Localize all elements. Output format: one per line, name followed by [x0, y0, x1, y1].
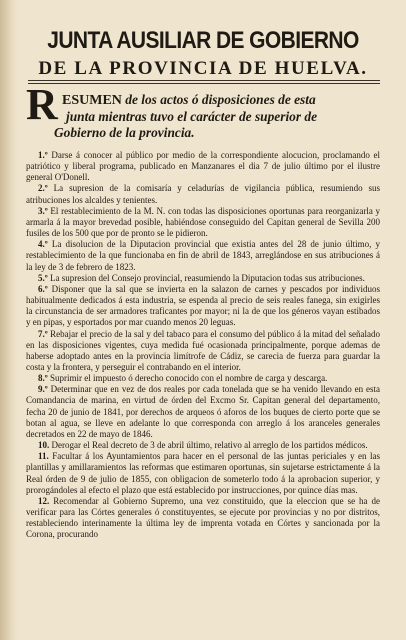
resolution-text: La supresion de la comisaría y celadurías de vigilancia pública, resumiendo sus atribuciones los alcaldes y tenientes. — [26, 183, 380, 205]
header-subtitle: DE LA PROVINCIA DE HUELVA. — [38, 58, 368, 79]
resolution-item — [26, 384, 380, 440]
resolution-number: 12. — [38, 495, 50, 506]
summary-line-2: junta mientras tuvo el carácter de superior de — [66, 109, 318, 124]
resolution-text: La supresion del Consejo provincial, reasumiendo la Diputacion todas sus atribuciones. — [49, 272, 365, 283]
summary-line-1: de los actos ó disposiciones de esta — [121, 92, 316, 107]
resolution-number: 11. — [38, 451, 49, 462]
resolution-text: Suprimir el impuesto ó derecho conocido con el nombre de carga y descarga. — [49, 373, 328, 384]
page-gutter-shadow — [0, 0, 18, 640]
resolution-item — [26, 373, 380, 384]
resolution-text: Facultar á los Ayuntamientos para hacer en el personal de las juntas periciales y en las plantillas y amillaramientos las reformas que estimaren oportunas, sin sujetarse estrictamente á la Real órden de 9 de julio de 1855, con obligacion de someterlo todo á la aprobacion superior, y prorogándoles al efecto el plazo que está establecido por instrucciones, por quince días mas. — [26, 451, 380, 495]
summary-caps: ESUMEN — [62, 93, 122, 108]
resolution-number: 9.º — [38, 384, 48, 395]
resolution-item — [26, 239, 380, 272]
header-rule-bottom — [28, 83, 380, 84]
resolutions-list — [26, 150, 380, 540]
resolution-item — [26, 329, 380, 374]
resolution-number: 1.º — [38, 150, 48, 160]
resolution-text: Darse á conocer al público por medio de la correspondiente alocucion, proclamando el patriótico y liberal programa, publicado en Manzanares el dia 7 de julio último por el ilustre general O'Donell. — [26, 150, 381, 183]
resolution-number: 8.º — [38, 373, 48, 384]
resolution-text: Determinar que en vez de dos reales por cada tonelada que se ha venido llevando en esta Comandancia de marina, en virtud de órden del Excmo Sr. Capitan general del departamento, fecha 20 de junio de 1841, por derechos de arqueos ó aforos de los buques de cierto porte que se botan al agua, se lleve en adelante lo que corresponda con arreglo á los aranceles generales decretados en 22 de mayo de 1846. — [26, 384, 380, 439]
resolution-number: 4.º — [38, 239, 48, 250]
resolution-text: Disponer que la sal que se invierta en la salazon de carnes y pescados por individuos habitualmente dedicados á esta industria, se espenda al precio de seis reales fanega, sin exigirles la circunstancia de ser armadores traficantes por mayor; ni la de que los géneros vayan estibados y en pipas, y esportados por mar cuando menos 20 leguas. — [26, 283, 381, 328]
resolution-item — [26, 440, 380, 451]
resolution-number: 10. — [38, 440, 50, 451]
header-title: JUNTA AUSILIAR DE GOBIERNO — [47, 27, 359, 54]
summary-heading — [26, 92, 378, 141]
resolution-text: Recomendar al Gobierno Supremo, una vez constituido, que la eleccion que se ha de verificar para las Córtes generales ó constituyentes, se ejecute por provincias y no por distritos, restableciendo interinamente la última ley de imprenta votada en Córtes y sancionada por la Corona, procurando — [26, 495, 380, 540]
resolution-item — [26, 273, 380, 284]
resolution-item — [26, 206, 380, 239]
header-rule-top — [28, 80, 380, 81]
resolution-text: Rebajar el precio de la sal y del tabaco para el consumo del público á la mitad del señalado en las disposiciones vigentes, cuya medida fué ocasionada principalmente, porque ademas de haberse adoptado antes en la provincia limítrofe de Cádiz, se carecia de fuerza para guardar la costa y la frontera, y perseguir el contrabando en el interior. — [26, 328, 380, 372]
resolution-number: 6.º — [38, 283, 48, 294]
resolution-item — [26, 284, 380, 329]
resolution-text: El restablecimiento de la M. N. con todas las disposiciones oportunas para reorganizarla y armarla á la mayor brevedad posible, habiéndose conseguido del Capitan general de Sevilla 200 fusiles de los 500 que por de pronto se le pidieron. — [26, 205, 380, 239]
summary-line-3: Gobierno de la provincia. — [54, 125, 195, 140]
resolution-number: 7.º — [38, 328, 48, 339]
resolution-item — [26, 451, 380, 496]
resolution-item — [26, 183, 380, 205]
resolution-text: La disolucion de la Diputacion provincial que existia antes del 28 de junio último, y restablecimiento de la que funcionaba en fin de abril de 1843, arreglándose en sus atribuciones á la ley de 3 de febrero de 1823. — [26, 239, 380, 272]
resolution-item — [26, 496, 380, 541]
resolution-number: 2.º — [38, 183, 48, 194]
resolution-text: Derogar el Real decreto de 3 de abril último, relativo al arreglo de los partidos médicos. — [51, 440, 368, 451]
resolution-number: 3.º — [38, 205, 48, 216]
drop-cap: R — [26, 80, 58, 129]
resolution-number: 5.º — [38, 272, 48, 283]
resolution-item — [26, 150, 380, 183]
